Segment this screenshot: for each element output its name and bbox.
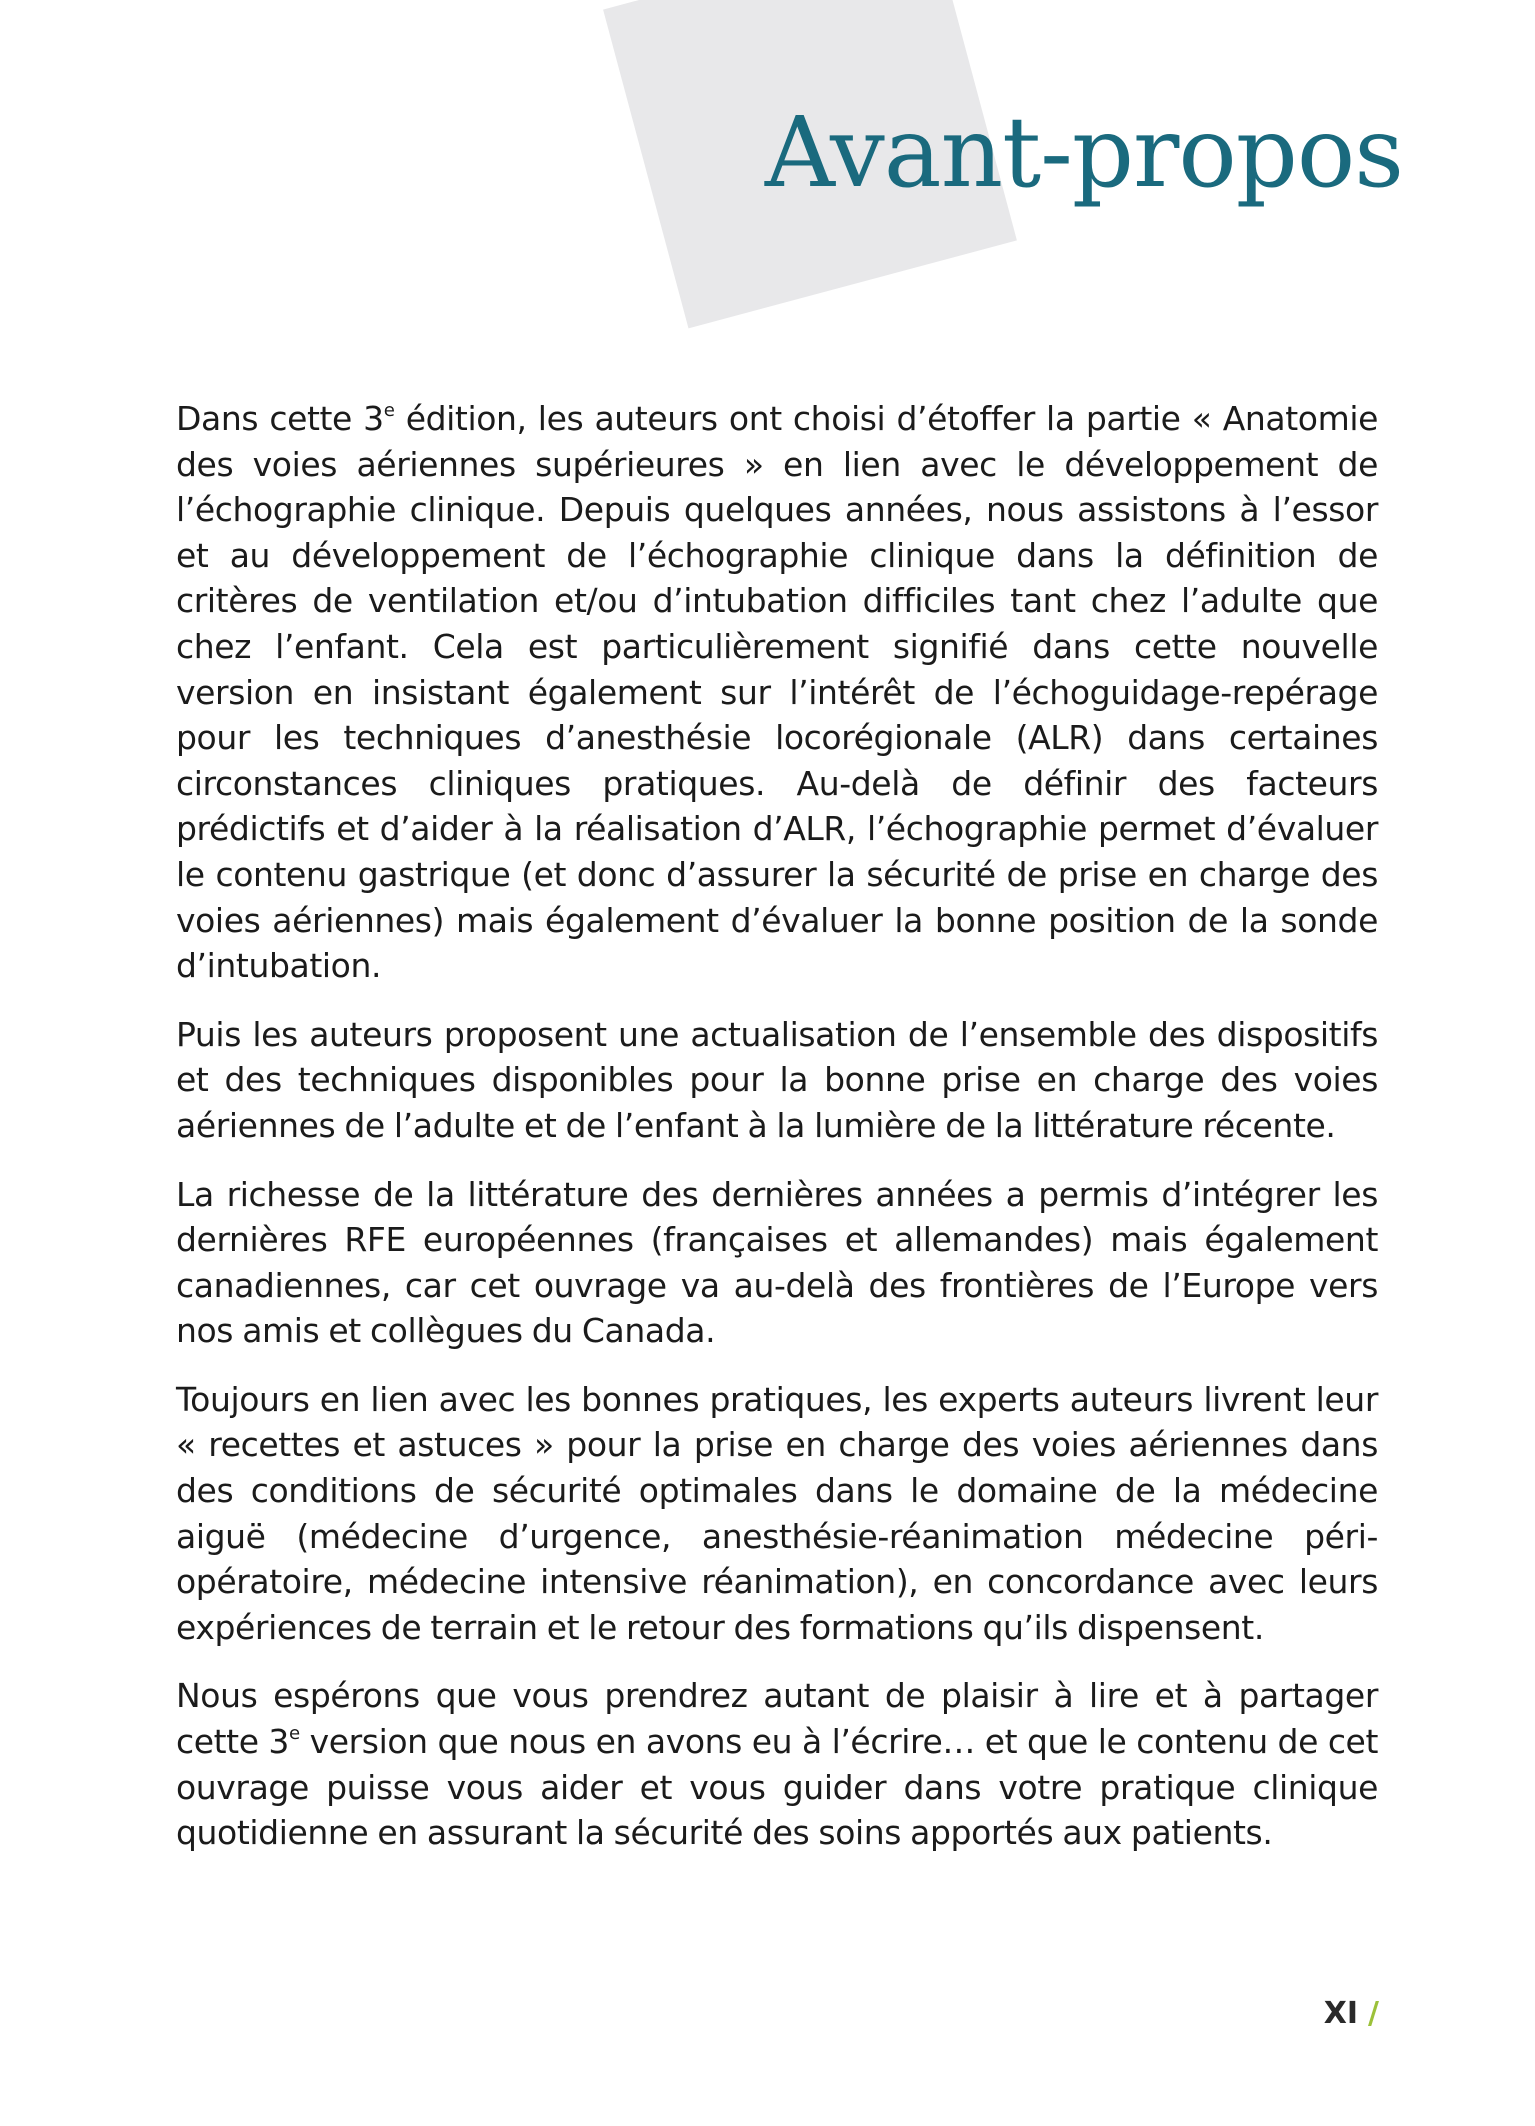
- foreword-body: [176, 396, 1378, 1856]
- page-title: Avant-propos: [764, 96, 1403, 209]
- paragraph-3: La richesse de la littérature des dernières années a permis d’intégrer les dernières RFE européennes (françaises et allemandes) mais également canadiennes, car cet ouvrage va au-delà des frontières de l’Europe vers nos amis et collègues du Canada.: [176, 1174, 1378, 1351]
- page-number: XI: [1323, 1996, 1359, 2031]
- paragraph-2: Puis les auteurs proposent une actualisation de l’ensemble des dispositifs et des techniques disponibles pour la bonne prise en charge des voies aériennes de l’adulte et de l’enfant à la lumière de la littérature récente.: [176, 1014, 1378, 1145]
- paragraph-4: Toujours en lien avec les bonnes pratiques, les experts auteurs livrent leur « recettes et astuces » pour la prise en charge des voies aériennes dans des conditions de sécurité optimales dans le domaine de la médecine aiguë (médecine d’urgence, anesthésie-réanimation médecine péri-opératoire, médecine intensive réanimation), en concordance avec leurs expériences de terrain et le retour des formations qu’ils dispensent.: [176, 1379, 1378, 1647]
- paragraph-1: [176, 396, 1378, 989]
- paragraph-5-start: Nous espérons que vous prendrez autant de plaisir à lire et à partager cette 3: [176, 1676, 1378, 1762]
- paragraph-5-rest: version que nous en avons eu à l’écrire… et que le contenu de cet ouvrage puisse vous aider et vous guider dans votre pratique clinique quotidienne en assurant la sécurité des soins apportés aux patients.: [176, 1722, 1378, 1853]
- ordinal-superscript: e: [289, 1723, 300, 1745]
- paragraph-5: [176, 1673, 1378, 1855]
- paragraph-1-rest: édition, les auteurs ont choisi d’étoffer la partie « Anatomie des voies aériennes supérieures » en lien avec le développement de l’échographie clinique. Depuis quelques années, nous assistons à l’essor et au développement de l’échographie clinique dans la définition de critères de ventilation et/ou d’intubation difficiles tant chez l’adulte que chez l’enfant. Cela est particulièrement signifié dans cette nouvelle version en insistant également sur l’intérêt de l’échoguidage-repérage pour les techniques d’anesthésie locorégionale (ALR) dans certaines circonstances cliniques pratiques. Au-delà de définir des facteurs prédictifs et d’aider à la réalisation d’ALR, l’échographie permet d’évaluer le contenu gastrique (et donc d’assurer la sécurité de prise en charge des voies aériennes) mais également d’évaluer la bonne position de la sonde d’intubation.: [176, 399, 1378, 986]
- page-folio: [1324, 1996, 1379, 2031]
- folio-slash-mark: /: [1368, 1996, 1379, 2031]
- ordinal-superscript: e: [383, 400, 395, 422]
- paragraph-1-start: Dans cette 3: [176, 399, 384, 438]
